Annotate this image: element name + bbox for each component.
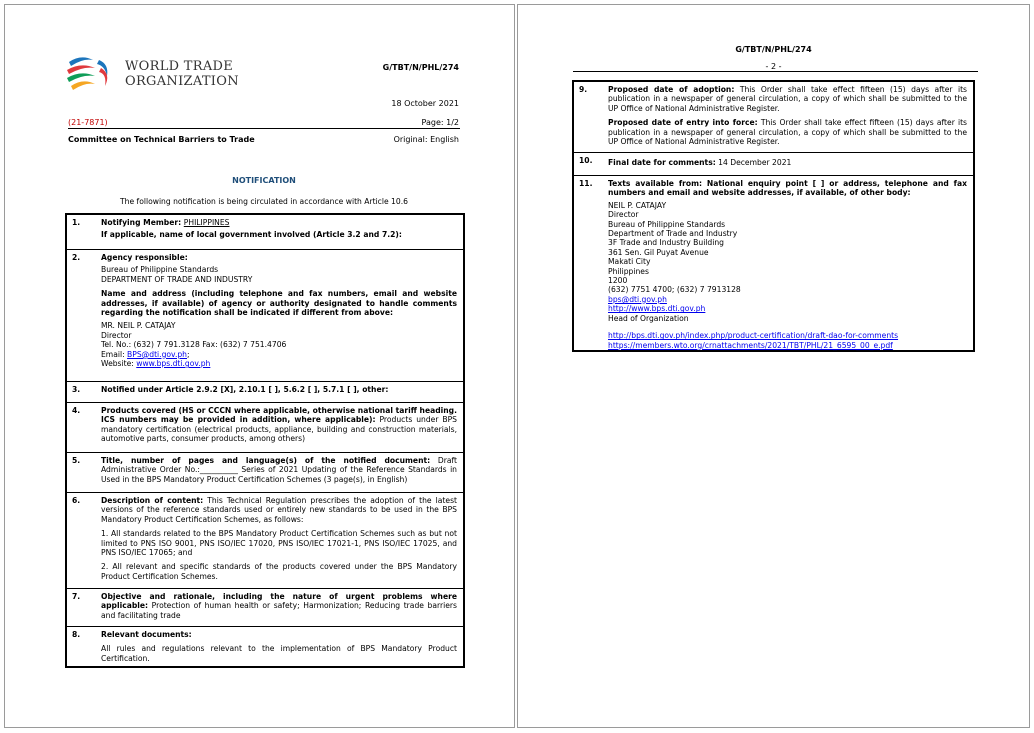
item-4-row <box>67 403 463 453</box>
item-number: 11. <box>579 179 593 188</box>
contact-line: 3F Trade and Industry Building <box>608 238 724 248</box>
item-1-label: Notifying Member: <box>101 218 184 227</box>
contact-title: Director <box>101 330 132 340</box>
contact-line: NEIL P. CATAJAY <box>608 200 667 210</box>
entry-into-force-label: Proposed date of entry into force: <box>608 118 758 128</box>
page-number: Page: 1/2 <box>421 118 459 127</box>
email-link[interactable]: bps@dti.gov.ph <box>608 294 667 304</box>
item-9-row <box>574 82 973 153</box>
document-date: 18 October 2021 <box>391 99 459 108</box>
description-label: Description of content: <box>101 496 204 505</box>
email-link[interactable]: BPS@dti.gov.ph <box>127 349 187 359</box>
header-divider <box>573 71 978 72</box>
agency-department: DEPARTMENT OF TRADE AND INDUSTRY <box>101 274 253 284</box>
agency-responsible-label: Agency responsible: <box>101 253 188 262</box>
final-date-label: Final date for comments: <box>608 158 716 167</box>
notification-title: NOTIFICATION <box>232 176 296 185</box>
item-number: 7. <box>72 592 81 601</box>
notification-intro: The following notification is being circulated in accordance with Article 10.6 <box>120 197 408 206</box>
item-number: 1. <box>72 218 81 227</box>
description-text: This Technical Regulation prescribes the adoption of the latest versions of the reference standards used or entirely new standards to be used in the BPS Mandatory Product Certification Schemes, as follows: <box>101 496 458 524</box>
reference-number: (21-7871) <box>68 118 108 127</box>
item-5-row <box>67 453 463 493</box>
notifying-member: PHILIPPINES <box>183 218 230 227</box>
item-2-row <box>67 250 463 382</box>
description-point-1: 1. All standards related to the BPS Mandatory Product Certification Schemes such as but not limited to PNS ISO 9001, PNS ISO/IEC 17020, PNS ISO/IEC 17021-1, PNS ISO/IEC 17025, and PNS ISO/IEC 17065; and <box>101 529 457 558</box>
title-text: Draft Administrative Order No.:__________ Series of 2021 Updating of the Reference Standards in Used in the BPS Mandatory Product Certification Schemes (3 page(s), in English) <box>101 456 457 484</box>
header-divider <box>68 128 460 129</box>
item-number: 5. <box>72 456 81 465</box>
website-link[interactable]: www.bps.dti.gov.ph <box>136 359 211 369</box>
objective-label: Objective and rationale, including the nature of urgent problems where applicable: <box>101 592 457 611</box>
item-number: 6. <box>72 496 81 505</box>
item-number: 9. <box>579 85 588 94</box>
contact-name: MR. NEIL P. CATAJAY <box>101 321 176 331</box>
item-11-row <box>574 176 973 350</box>
head-of-organization: Head of Organization <box>608 313 689 323</box>
document-symbol: G/TBT/N/PHL/274 <box>735 45 812 54</box>
description-point-2: 2. All relevant and specific standards of the products covered under the BPS Mandatory Product Certification Schemes. <box>101 562 457 581</box>
entry-into-force-text: This Order shall take effect fifteen (15) days after its publication in a newspaper of general circulation, a copy of which shall be submitted to the UP Office of National Administrative Register. <box>608 118 967 147</box>
wto-logo-icon <box>63 52 119 92</box>
local-government-label: If applicable, name of local government involved (Article 3.2 and 7.2): <box>101 230 402 240</box>
page-number: - 2 - <box>765 62 782 71</box>
attachment-pdf-link[interactable]: https://members.wto.org/crnattachments/2021/TBT/PHL/21_6595_00_e.pdf <box>608 340 893 350</box>
contact-line: Makati City <box>608 257 651 267</box>
item-number: 2. <box>72 253 81 262</box>
item-3-row <box>67 382 463 403</box>
organization-name <box>125 59 239 89</box>
item-number: 3. <box>72 385 81 394</box>
notification-table <box>65 213 465 668</box>
item-8-row <box>67 627 463 666</box>
item-number: 4. <box>72 406 81 415</box>
org-name-line1: WORLD TRADE <box>125 59 234 74</box>
notified-under-article: Notified under Article 2.9.2 [X], 2.10.1 [ ], 5.6.2 [ ], 5.7.1 [ ], other: <box>101 385 389 394</box>
contact-line: Director <box>608 210 639 220</box>
products-covered-text: Products under BPS mandatory certification (electrical products, appliance, building and construction materials, automotive parts, consumer products, among others) <box>101 415 457 444</box>
notification-table-continued <box>572 80 975 352</box>
agency-name: Bureau of Philippine Standards <box>101 265 219 275</box>
item-10-row <box>574 153 973 176</box>
products-covered-label: Products covered (HS or CCCN where applicable, otherwise national tariff heading. ICS numbers may be provided in addition, where applicable): <box>101 406 457 425</box>
contact-line: 1200 <box>608 276 628 286</box>
adoption-date-text: This Order shall take effect fifteen (15) days after its publication in a newspaper of general circulation, a copy of which shall be submitted to the UP Office of National Administrative Register. <box>608 85 968 113</box>
item-1-row <box>67 215 463 250</box>
website-label: Website: <box>101 359 137 369</box>
item-number: 8. <box>72 630 81 639</box>
contact-line: (632) 7751 4700; (632) 7 7913128 <box>608 285 741 295</box>
original-language: Original: English <box>393 135 459 144</box>
relevant-documents-text: All rules and regulations relevant to the implementation of BPS Mandatory Product Certification. <box>101 644 457 663</box>
title-label: Title, number of pages and language(s) of the notified document: <box>101 456 431 465</box>
contact-telephone: Tel. No.: (632) 7 791.3128 Fax: (632) 7 751.4706 <box>101 340 287 350</box>
draft-document-link[interactable]: http://bps.dti.gov.ph/index.php/product-certification/draft-dao-for-comments <box>608 331 899 341</box>
email-suffix: ; <box>187 349 190 359</box>
email-label: Email: <box>101 349 128 359</box>
contact-address-label: Name and address (including telephone and fax numbers, email and website addresses, if available) of agency or authority designated to handle comments regarding the notification shall be indicated if different from above: <box>101 289 457 318</box>
contact-line: Philippines <box>608 266 649 276</box>
website-link[interactable]: http://www.bps.dti.gov.ph <box>608 304 706 314</box>
contact-line: Department of Trade and Industry <box>608 229 738 239</box>
item-6-row <box>67 493 463 589</box>
contact-line: 361 Sen. Gil Puyat Avenue <box>608 247 709 257</box>
document-symbol: G/TBT/N/PHL/274 <box>382 63 459 72</box>
document-page-1 <box>4 4 515 728</box>
adoption-date-label: Proposed date of adoption: <box>608 85 735 94</box>
org-name-line2: ORGANIZATION <box>125 74 239 89</box>
objective-text: Protection of human health or safety; Harmonization; Reducing trade barriers and facilitating trade <box>101 601 457 620</box>
relevant-documents-label: Relevant documents: <box>101 630 192 639</box>
contact-line: Bureau of Philippine Standards <box>608 219 726 229</box>
item-7-row <box>67 589 463 627</box>
texts-available-label: Texts available from: National enquiry point [ ] or address, telephone and fax numbers and email and website addresses, if available, of other body: <box>608 179 967 198</box>
item-number: 10. <box>579 156 593 165</box>
committee-name: Committee on Technical Barriers to Trade <box>68 135 255 144</box>
final-date-value: 14 December 2021 <box>715 158 792 167</box>
